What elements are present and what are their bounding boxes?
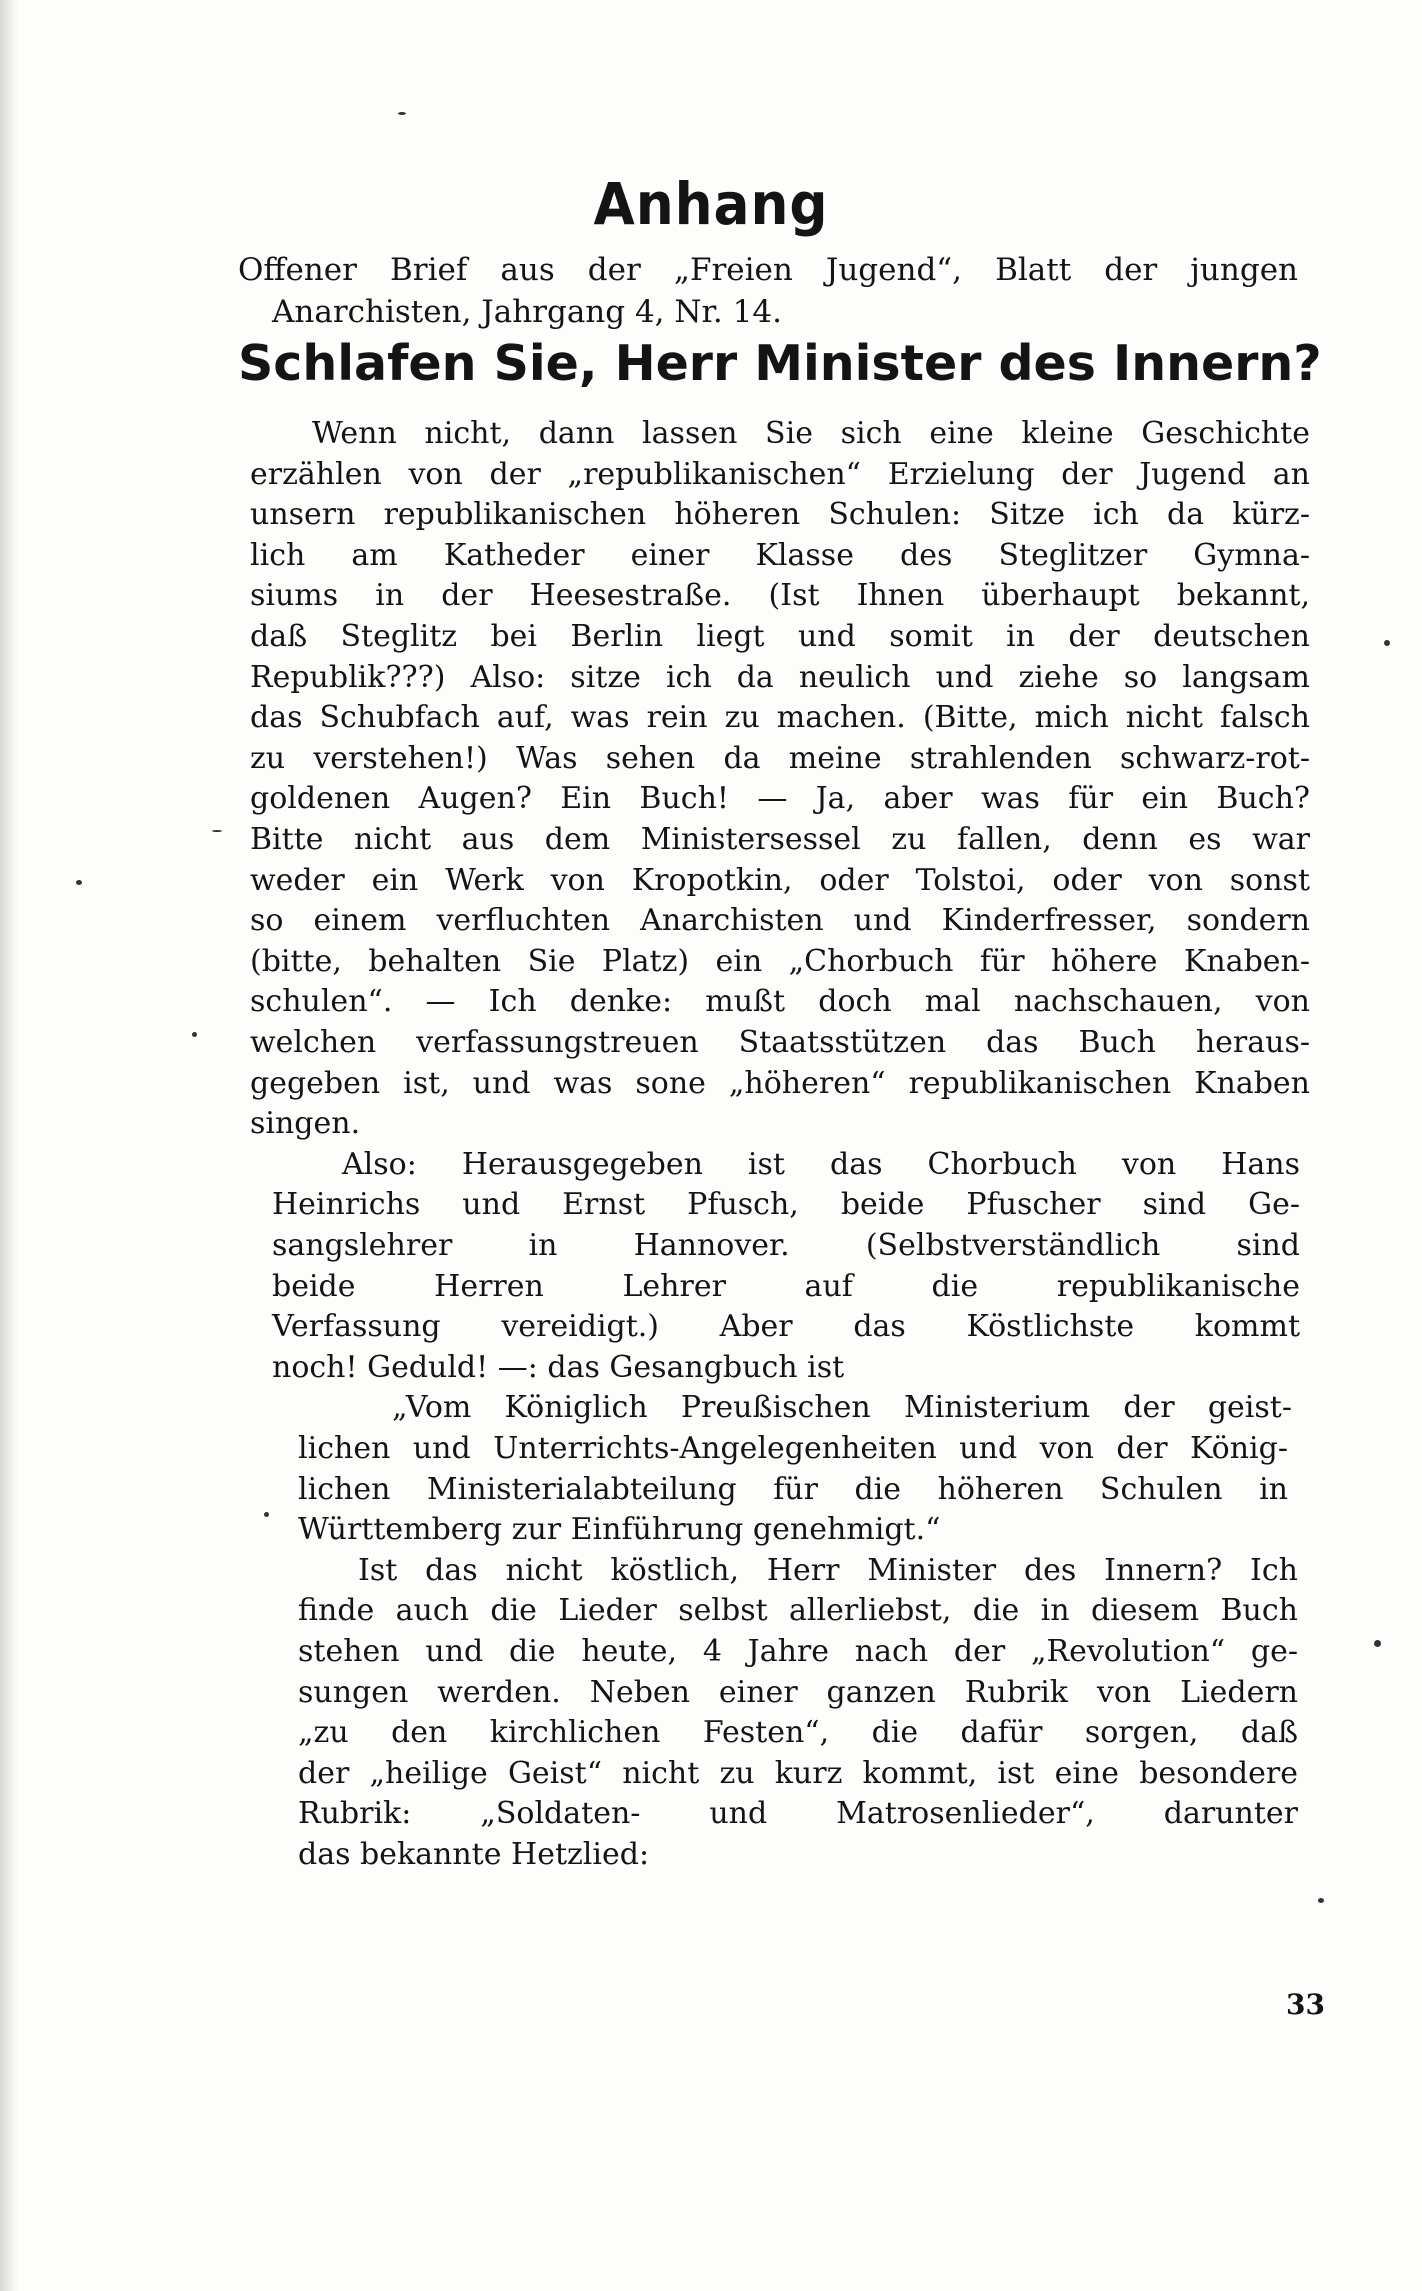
letter-heading: Schlafen Sie, Herr Minister des Innern?	[238, 335, 1322, 392]
text-line: singen.	[250, 1106, 361, 1141]
page-title: Anhang	[593, 170, 829, 238]
scan-speck	[192, 1032, 197, 1037]
text-line: „Vom Königlich Preußischen Ministerium der geist-	[392, 1390, 1292, 1425]
text-line: unsern republikanischen höheren Schulen: Sitze ich da kürz-	[250, 497, 1310, 532]
text-line: „zu den kirchlichen Festen“, die dafür sorgen, daß	[298, 1715, 1298, 1750]
text-line: welchen verfassungstreuen Staatsstützen das Buch heraus-	[250, 1025, 1310, 1060]
text-line: beide Herren Lehrer auf die republikanische	[272, 1269, 1300, 1304]
scan-speck	[1318, 1898, 1324, 1903]
scan-speck	[1384, 640, 1390, 646]
text-line: Also: Herausgegeben ist das Chorbuch von Hans	[342, 1147, 1300, 1182]
text-line: zu verstehen!) Was sehen da meine strahlenden schwarz-rot-	[250, 741, 1310, 776]
scan-speck	[398, 112, 406, 115]
source-line-1: Offener Brief aus der „Freien Jugend“, Blatt der jungen	[238, 252, 1298, 288]
text-line: siums in der Heesestraße. (Ist Ihnen überhaupt bekannt,	[250, 578, 1310, 613]
text-line: weder ein Werk von Kropotkin, oder Tolstoi, oder von sonst	[250, 863, 1310, 898]
text-line: Ist das nicht köstlich, Herr Minister des Innern? Ich	[358, 1553, 1298, 1588]
scan-speck	[264, 1512, 269, 1517]
scan-speck	[1374, 1640, 1381, 1647]
text-line: gegeben ist, und was sone „höheren“ republikanischen Knaben	[250, 1066, 1310, 1101]
page-number: 33	[1286, 1988, 1325, 2021]
text-line: Republik???) Also: sitze ich da neulich und ziehe so langsam	[250, 660, 1310, 695]
text-line: so einem verfluchten Anarchisten und Kinderfresser, sondern	[250, 903, 1310, 938]
text-line: daß Steglitz bei Berlin liegt und somit in der deutschen	[250, 619, 1310, 654]
text-line: noch! Geduld! —: das Gesangbuch ist	[272, 1350, 845, 1385]
text-line: das bekannte Hetzlied:	[298, 1837, 650, 1872]
text-line: lich am Katheder einer Klasse des Steglitzer Gymna-	[250, 538, 1310, 573]
text-line: stehen und die heute, 4 Jahre nach der „Revolution“ ge-	[298, 1634, 1298, 1669]
text-line: Wenn nicht, dann lassen Sie sich eine kleine Geschichte	[312, 416, 1310, 451]
source-line-2: Anarchisten, Jahrgang 4, Nr. 14.	[272, 294, 782, 330]
text-line: lichen und Unterrichts-Angelegenheiten und von der König-	[298, 1431, 1288, 1466]
text-line: schulen“. — Ich denke: mußt doch mal nachschauen, von	[250, 984, 1310, 1019]
text-line: Verfassung vereidigt.) Aber das Köstlichste kommt	[272, 1309, 1300, 1344]
text-line: erzählen von der „republikanischen“ Erzielung der Jugend an	[250, 457, 1310, 492]
scan-speck	[76, 880, 82, 885]
text-line: sangslehrer in Hannover. (Selbstverständlich sind	[272, 1228, 1300, 1263]
text-line: Rubrik: „Soldaten- und Matrosenlieder“, darunter	[298, 1796, 1298, 1831]
text-line: Württemberg zur Einführung genehmigt.“	[298, 1512, 941, 1547]
text-line: Heinrichs und Ernst Pfusch, beide Pfuscher sind Ge-	[272, 1187, 1300, 1222]
text-line: Bitte nicht aus dem Ministersessel zu fallen, denn es war	[250, 822, 1310, 857]
text-line: (bitte, behalten Sie Platz) ein „Chorbuch für höhere Knaben-	[250, 944, 1310, 979]
text-line: das Schubfach auf, was rein zu machen. (Bitte, mich nicht falsch	[250, 700, 1310, 735]
scan-speck	[212, 830, 222, 832]
text-line: finde auch die Lieder selbst allerliebst, die in diesem Buch	[298, 1593, 1298, 1628]
text-line: der „heilige Geist“ nicht zu kurz kommt, ist eine besondere	[298, 1756, 1298, 1791]
text-line: lichen Ministerialabteilung für die höheren Schulen in	[298, 1472, 1288, 1507]
text-line: goldenen Augen? Ein Buch! — Ja, aber was für ein Buch?	[250, 781, 1310, 816]
scan-edge-shadow	[0, 0, 18, 2291]
text-line: sungen werden. Neben einer ganzen Rubrik von Liedern	[298, 1675, 1298, 1710]
